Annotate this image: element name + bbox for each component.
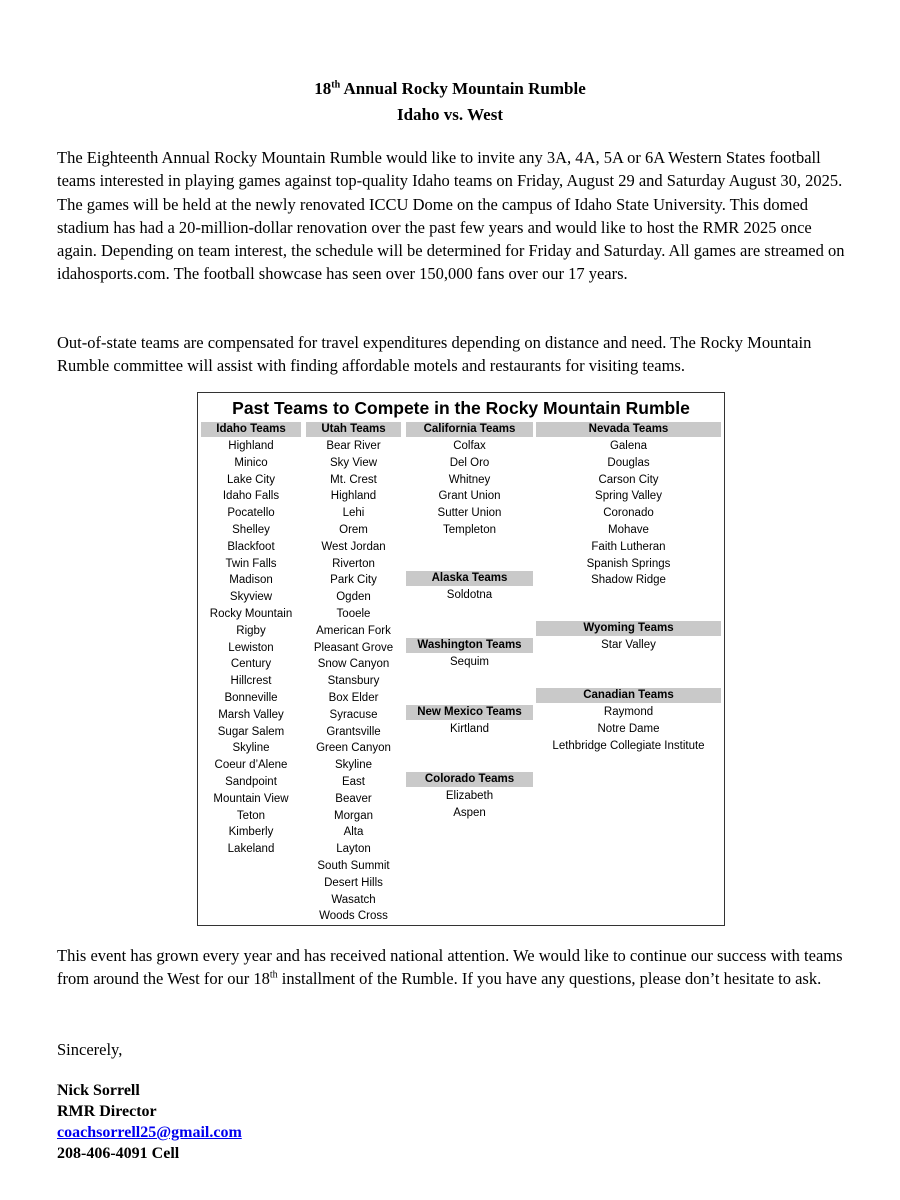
team-name: Lakeland [227, 843, 275, 856]
team-name: Century [230, 658, 272, 671]
team-name: Shadow Ridge [591, 574, 666, 587]
team-name: Syracuse [329, 708, 378, 721]
team-name: Sequim [450, 656, 489, 668]
canadian-section [536, 688, 721, 754]
team-name: Coeur d’Alene [214, 759, 288, 772]
team-name: Riverton [332, 557, 375, 570]
nevada-column [536, 422, 721, 589]
team-name: Pleasant Grove [313, 641, 394, 654]
team-name: Box Elder [328, 691, 379, 704]
wyoming-section [536, 621, 721, 654]
team-name: Skyview [229, 591, 273, 604]
table-title: Past Teams to Compete in the Rocky Mountain Rumble [232, 398, 690, 418]
team-name: Bear River [326, 440, 381, 452]
team-name: Soldotna [446, 589, 493, 601]
team-name: Ogden [336, 591, 371, 604]
team-name: Bonneville [224, 691, 278, 704]
washington-header: Washington Teams [406, 638, 533, 653]
signature-block [57, 1080, 242, 1164]
team-name: Hillcrest [230, 675, 272, 688]
team-name: Kimberly [228, 826, 274, 839]
team-name: Mt. Crest [330, 473, 377, 486]
team-name: Mohave [608, 523, 649, 536]
team-name: Teton [236, 809, 266, 822]
phone-number: 208-406-4091 Cell [57, 1145, 180, 1162]
team-name: Skyline [334, 759, 373, 772]
california-header: California Teams [406, 422, 533, 437]
utah-header: Utah Teams [306, 422, 401, 437]
team-name: West Jordan [321, 540, 386, 553]
team-name: Alta [343, 826, 364, 839]
alaska-header: Alaska Teams [406, 571, 533, 586]
wyoming-header: Wyoming Teams [536, 621, 721, 636]
team-name: Skyline [232, 742, 270, 755]
team-name: East [341, 775, 365, 788]
new-mexico-section [406, 705, 533, 738]
team-name: Orem [339, 523, 368, 536]
closing-paragraph: This event has grown every year and has received national attention. We would like to continue our success with teams from around the West for our 18th installment of the Rumble. If you have any questions, please don’t hesitate to ask. [57, 946, 843, 989]
team-name: Lewiston [228, 641, 274, 654]
team-name: American Fork [316, 624, 391, 637]
team-name: Idaho Falls [222, 490, 280, 503]
team-name: Sky View [329, 456, 378, 469]
alaska-section [406, 571, 533, 604]
team-name: Aspen [453, 806, 486, 819]
team-name: Lake City [227, 473, 275, 486]
team-name: Grant Union [438, 490, 501, 503]
team-name: Madison [229, 574, 273, 587]
team-name: Spring Valley [595, 490, 662, 503]
colorado-section [406, 772, 533, 822]
team-name: Templeton [442, 523, 497, 536]
team-name: Wasatch [331, 893, 376, 906]
team-name: Grantsville [326, 725, 381, 738]
utah-column [306, 422, 401, 925]
signer-role: RMR Director [57, 1103, 157, 1120]
team-name: Sugar Salem [217, 725, 285, 738]
team-name: Pocatello [227, 507, 275, 520]
nevada-header: Nevada Teams [536, 422, 721, 437]
team-name: Sutter Union [437, 507, 502, 520]
team-name: Rocky Mountain [209, 607, 293, 620]
team-name: Green Canyon [316, 742, 391, 755]
team-name: Highland [330, 490, 377, 503]
email-link[interactable]: coachsorrell25@gmail.com [57, 1124, 242, 1141]
idaho-column [201, 422, 301, 858]
team-name: Faith Lutheran [591, 540, 666, 553]
team-name: Colfax [453, 440, 486, 452]
team-name: Morgan [334, 809, 373, 822]
team-name: Kirtland [450, 723, 489, 735]
idaho-header: Idaho Teams [201, 422, 301, 437]
signer-name: Nick Sorrell [57, 1082, 140, 1099]
team-name: Beaver [335, 792, 372, 805]
team-name: Tooele [336, 607, 371, 620]
closing-salutation: Sincerely, [57, 1040, 123, 1059]
team-name: Rigby [236, 624, 266, 637]
team-name: Douglas [607, 456, 650, 469]
team-name: Minico [234, 456, 268, 469]
team-name: Coronado [603, 507, 654, 520]
california-column [406, 422, 533, 539]
team-name: Marsh Valley [218, 708, 284, 721]
team-name: Del Oro [449, 456, 490, 469]
team-name: Woods Cross [319, 910, 388, 923]
team-name: Elizabeth [445, 790, 494, 802]
team-name: Whitney [448, 473, 491, 486]
team-name: Snow Canyon [317, 658, 390, 671]
past-teams-table [197, 392, 725, 926]
team-name: Raymond [603, 706, 654, 718]
team-name: Layton [336, 843, 371, 856]
team-name: Lehi [342, 507, 365, 520]
team-name: Spanish Springs [586, 557, 671, 570]
team-name: South Summit [317, 859, 390, 872]
team-name: Lethbridge Collegiate Institute [552, 739, 705, 752]
team-name: Star Valley [601, 639, 656, 651]
canadian-header: Canadian Teams [536, 688, 721, 703]
colorado-header: Colorado Teams [406, 772, 533, 787]
team-name: Sandpoint [225, 775, 277, 788]
team-name: Desert Hills [324, 876, 383, 889]
team-name: Highland [228, 440, 274, 452]
travel-paragraph: Out-of-state teams are compensated for travel expenditures depending on distance and need. The Rocky Mountain Rumble committee will assist with finding affordable motels and restaurants for visiting teams. [57, 333, 812, 376]
page-subtitle: Idaho vs. West [397, 105, 503, 124]
intro-paragraph: The Eighteenth Annual Rocky Mountain Rumble would like to invite any 3A, 4A, 5A or 6A Western States football teams interested in playing games against top-quality Idaho teams on Friday, August 29 and Saturday August 30, 2025. The games will be held at the newly renovated ICCU Dome on the campus of Idaho State University. This domed stadium has had a 20-million-dollar renovation over the past few years and would like to host the RMR 2025 once again. Depending on team interest, the schedule will be determined for Friday and Saturday. All games are streamed on idahosports.com. The football showcase has seen over 150,000 fans over our 17 years. [57, 148, 845, 284]
team-name: Park City [330, 574, 377, 587]
team-name: Notre Dame [597, 722, 660, 735]
page-title: 18th Annual Rocky Mountain Rumble [314, 79, 586, 98]
team-name: Blackfoot [227, 540, 275, 553]
new-mexico-header: New Mexico Teams [406, 705, 533, 720]
team-name: Stansbury [327, 675, 380, 688]
team-name: Carson City [598, 473, 659, 486]
washington-section [406, 638, 533, 671]
team-name: Galena [609, 440, 648, 452]
team-name: Twin Falls [225, 557, 277, 570]
team-name: Mountain View [213, 792, 289, 805]
team-name: Shelley [232, 523, 270, 536]
